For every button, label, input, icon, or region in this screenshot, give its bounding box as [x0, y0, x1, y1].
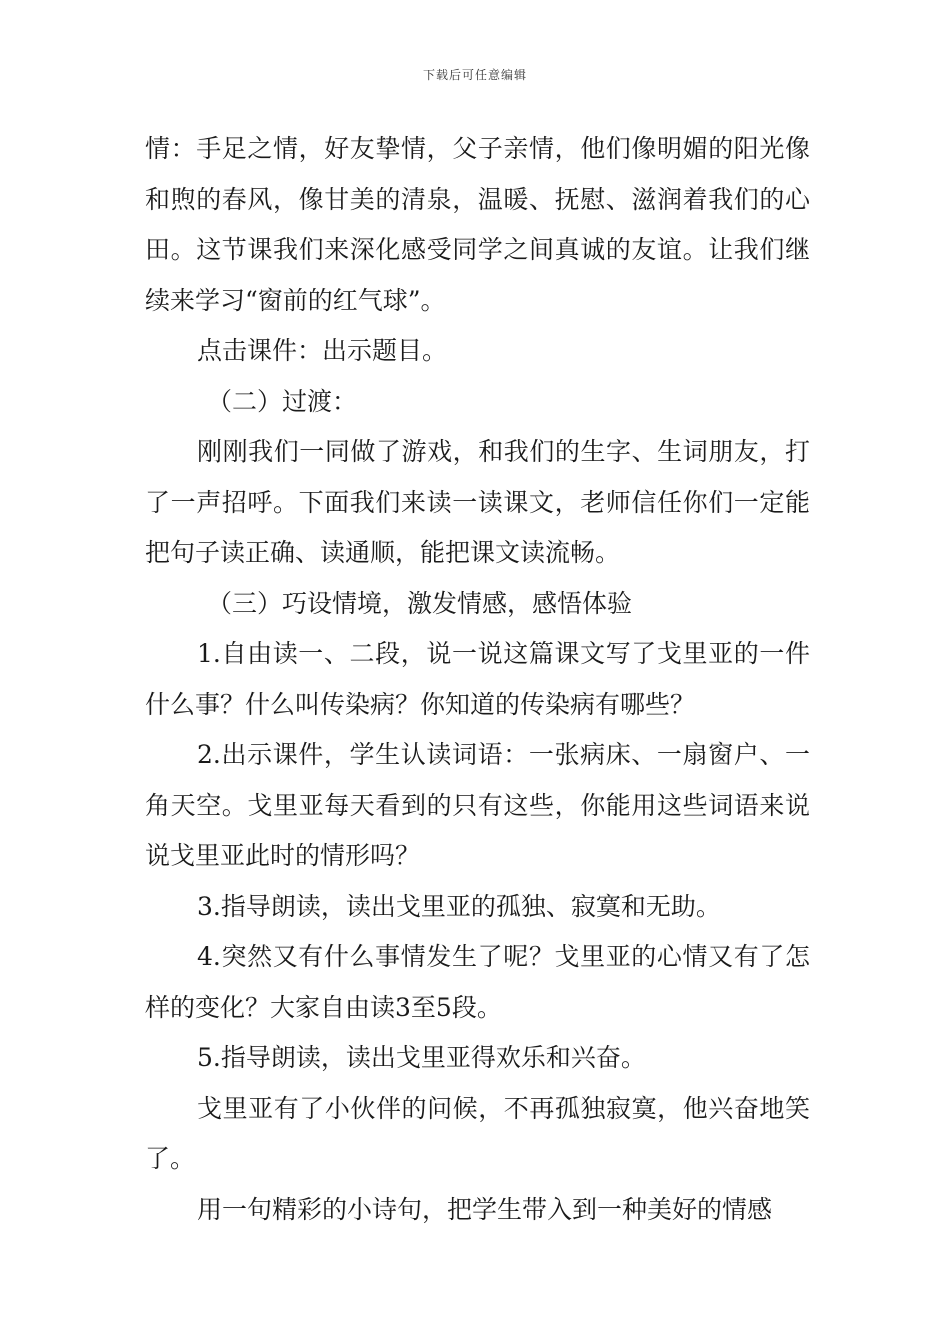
paragraph-intro: 情：手足之情，好友挚情，父子亲情，他们像明媚的阳光像和煦的春风，像甘美的清泉，温暖、抚慰、滋润着我们的心田。这节课我们来深化感受同学之间真诚的友谊。让我们继续来学习“窗前的红气球”。 [145, 134, 810, 315]
paragraph-transition: 刚刚我们一同做了游戏，和我们的生字、生词朋友，打了一声招呼。下面我们来读一读课文，老师信任你们一定能把句子读正确、读通顺，能把课文读流畅。 [145, 437, 810, 567]
document-body [145, 124, 810, 1235]
list-item-3: 3.指导朗读，读出戈里亚的孤独、寂寞和无助。 [197, 891, 721, 921]
section-heading-scenario: （三）巧设情境，激发情感，感悟体验 [207, 588, 633, 618]
page-header: 下载后可任意编辑 [422, 68, 527, 82]
paragraph-courseware: 点击课件：出示题目。 [197, 336, 448, 365]
paragraph-goliya: 戈里亚有了小伙伴的问候，不再孤独寂寞，他兴奋地笑了。 [145, 1093, 810, 1173]
section-heading-transition: （二）过渡： [207, 386, 358, 416]
list-item-5: 5.指导朗读，读出戈里亚得欢乐和兴奋。 [197, 1043, 646, 1072]
list-item-1: 1.自由读一、二段，说一说这篇课文写了戈里亚的一件什么事？什么叫传染病？你知道的传染病有哪些？ [145, 639, 810, 719]
paragraph-poem: 用一句精彩的小诗句，把学生带入到一种美好的情感 [197, 1194, 773, 1224]
list-item-4: 4.突然又有什么事情发生了呢？戈里亚的心情又有了怎样的变化？大家自由读3至5段。 [145, 942, 810, 1022]
list-item-2: 2.出示课件，学生认读词语：一张病床、一扇窗户、一角天空。戈里亚每天看到的只有这些，你能用这些词语来说说戈里亚此时的情形吗？ [145, 740, 810, 870]
